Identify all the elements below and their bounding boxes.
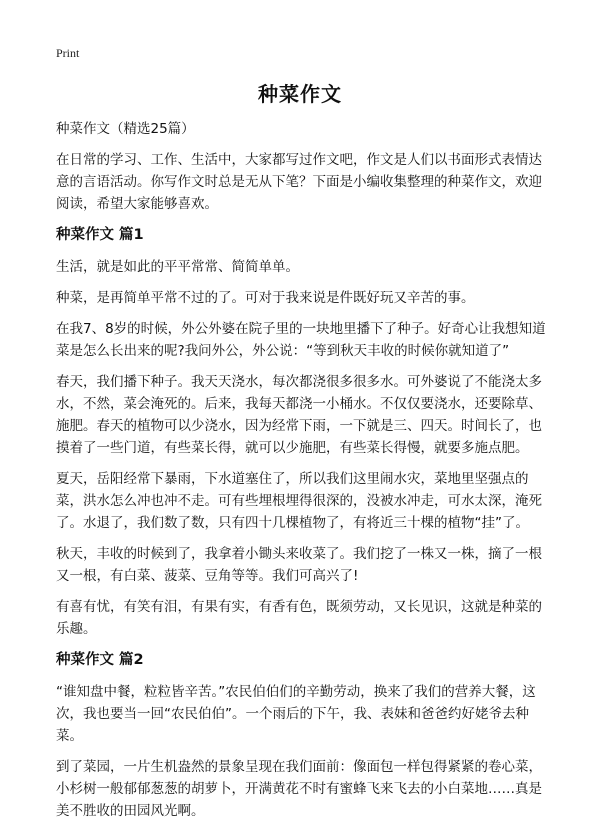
paragraph: 夏天，岳阳经常下暴雨，下水道塞住了，所以我们这里闹水灾，菜地里坚强点的菜，洪水怎么冲也冲不走。可有些埋根埋得很深的，没被水冲走，可水太深，淹死了。水退了，我们数了数，只有四十几棵植物了，有将近三十棵的植物“挂”了。 bbox=[56, 471, 542, 531]
paragraph: 有喜有忧，有笑有泪，有果有实，有香有色，既须劳动，又长见识，这就是种菜的乐趣。 bbox=[56, 599, 542, 637]
document-subtitle: 种菜作文（精选25篇） bbox=[56, 121, 195, 137]
paragraph: 种菜，是再简单平常不过的了。可对于我来说是件既好玩又辛苦的事。 bbox=[56, 290, 475, 306]
paragraph: 到了菜园，一片生机盎然的景象呈现在我们面前：像面包一样包得紧紧的卷心菜，小杉树一般郁郁葱葱的胡萝卜，开满黄花不时有蜜蜂飞来飞去的小白菜地……真是美不胜收的田园风光啊。 bbox=[56, 759, 542, 819]
print-link[interactable]: Print bbox=[56, 46, 80, 60]
paragraph: 在我7、8岁的时候，外公外婆在院子里的一块地里播下了种子。好奇心让我想知道菜是怎么长出来的呢?我问外公，外公说：“等到秋天丰收的时候你就知道了” bbox=[56, 321, 546, 359]
section-heading: 种菜作文 篇2 bbox=[56, 652, 144, 668]
paragraph: 秋天，丰收的时候到了，我拿着小锄头来收菜了。我们挖了一株又一株，摘了一根又一根，有白菜、菠菜、豆角等等。我们可高兴了! bbox=[56, 546, 542, 584]
paragraph: “谁知盘中餐，粒粒皆辛苦。”农民伯伯们的辛勤劳动，换来了我们的营养大餐，这次，我也要当一回“农民伯伯”。一个雨后的下午，我、表妹和爸爸约好姥爷去种菜。 bbox=[56, 684, 536, 744]
section-heading: 种菜作文 篇1 bbox=[56, 227, 144, 243]
document-body bbox=[56, 118, 550, 828]
paragraph: 春天，我们播下种子。我天天浇水，每次都浇很多很多水。可外婆说了不能浇太多水，不然，菜会淹死的。后来，我每天都浇一小桶水。不仅仅要浇水，还要除草、施肥。春天的植物可以少浇水，因为经常下雨，一下就是三、四天。时间长了，也摸着了一些门道，有些菜长得，就可以少施肥，有些菜长得慢，就要多施点肥。 bbox=[56, 374, 542, 456]
document-title: 种菜作文 bbox=[258, 82, 342, 106]
essay-section-1 bbox=[56, 224, 550, 640]
essay-section-2 bbox=[56, 649, 550, 822]
intro-paragraph: 在日常的学习、工作、生活中，大家都写过作文吧，作文是人们以书面形式表情达意的言语活动。你写作文时总是无从下笔？下面是小编收集整理的种菜作文，欢迎阅读，希望大家能够喜欢。 bbox=[56, 152, 542, 212]
paragraph: 生活，就是如此的平平常常、简简单单。 bbox=[56, 259, 299, 275]
